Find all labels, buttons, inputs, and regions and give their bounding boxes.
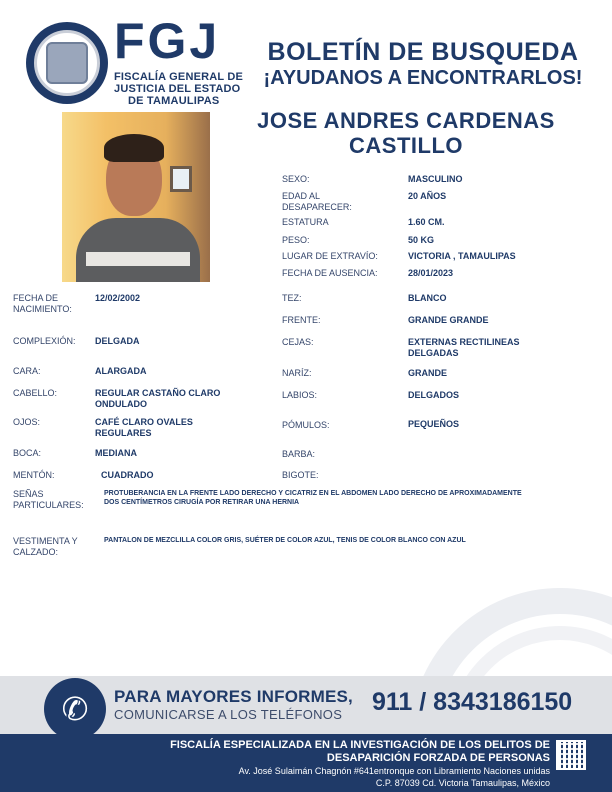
org-line-2: JUSTICIA DEL ESTADO	[114, 83, 241, 95]
feature-label-mouth: BOCA:	[13, 448, 42, 458]
feature-label-eyes: OJOS:	[13, 417, 41, 427]
marks-label: SEÑAS PARTICULARES:	[13, 489, 84, 510]
detail-value-weight: 50 KG	[408, 235, 435, 245]
feature-value-lips: DELGADOS	[408, 390, 460, 400]
photo-body	[76, 218, 200, 282]
footer-address-line1: Av. José Sulaimán Chagnón #641entronque con Libramiento Naciones unidas	[238, 766, 550, 776]
clothing-label: VESTIMENTA Y CALZADO:	[13, 536, 78, 557]
footer-agency-line1: FISCALÍA ESPECIALIZADA EN LA INVESTIGACIÓN DE LOS DELITOS DE	[170, 739, 550, 751]
feature-label-face: CARA:	[13, 366, 41, 376]
feature-label-chin: MENTÓN:	[13, 470, 55, 480]
qr-code-pattern	[558, 742, 584, 768]
feature-label-beard: BARBA:	[282, 449, 316, 459]
person-name	[220, 108, 592, 159]
feature-value-chin: CUADRADO	[101, 470, 154, 480]
org-short-name: FGJ	[114, 13, 221, 69]
detail-label-height: ESTATURA	[282, 217, 329, 227]
feature-value-birthdate: 12/02/2002	[95, 293, 141, 303]
contact-heading: PARA MAYORES INFORMES,	[114, 687, 353, 706]
detail-label-age: EDAD AL DESAPARECER:	[282, 191, 352, 212]
state-seal-core	[46, 42, 88, 84]
photo-shirt-stripe	[86, 252, 190, 266]
person-photo	[62, 112, 210, 282]
feature-label-hair: CABELLO:	[13, 388, 58, 398]
photo-hair	[104, 134, 164, 162]
detail-value-age: 20 AÑOS	[408, 191, 447, 201]
bulletin-title: BOLETÍN DE BUSQUEDA	[267, 38, 579, 66]
feature-label-lips: LABIOS:	[282, 390, 318, 400]
contact-note: COMUNICARSE A LOS TELÉFONOS	[114, 707, 343, 722]
feature-label-eyebrows: CEJAS:	[282, 337, 314, 347]
feature-value-hair: REGULAR CASTAÑO CLARO ONDULADO	[95, 388, 221, 409]
org-line-3: DE TAMAULIPAS	[128, 95, 220, 107]
feature-value-forehead: GRANDE GRANDE	[408, 315, 489, 325]
person-name-line1: JOSE ANDRES CARDENAS	[257, 108, 555, 133]
feature-label-birthdate: FECHA DE NACIMIENTO:	[13, 293, 72, 314]
clothing-value: PANTALON DE MEZCLILLA COLOR GRIS, SUÉTER DE COLOR AZUL, TENIS DE COLOR BLANCO CON AZUL	[104, 537, 466, 544]
feature-value-cheekbones: PEQUEÑOS	[408, 419, 460, 429]
org-line-1: FISCALÍA GENERAL DE	[114, 71, 244, 83]
detail-value-height: 1.60 CM.	[408, 217, 445, 227]
detail-label-weight: PESO:	[282, 235, 310, 245]
feature-value-build: DELGADA	[95, 336, 140, 346]
detail-label-absence-date: FECHA DE AUSENCIA:	[282, 268, 378, 278]
feature-value-eyes: CAFÉ CLARO OVALES REGULARES	[95, 417, 193, 438]
feature-value-nose: GRANDE	[408, 368, 448, 378]
feature-label-forehead: FRENTE:	[282, 315, 321, 325]
feature-label-build: COMPLEXIÓN:	[13, 336, 76, 346]
phone-icon: ✆	[61, 690, 89, 728]
detail-label-place: LUGAR DE EXTRAVÍO:	[282, 251, 378, 261]
detail-value-absence-date: 28/01/2023	[408, 268, 454, 278]
detail-value-place: VICTORIA , TAMAULIPAS	[408, 251, 516, 261]
feature-label-complexion: TEZ:	[282, 293, 302, 303]
footer-address-line2: C.P. 87039 Cd. Victoria Tamaulipas, México	[375, 778, 550, 788]
feature-value-eyebrows: EXTERNAS RECTILINEAS DELGADAS	[408, 337, 520, 358]
feature-value-face: ALARGADA	[95, 366, 147, 376]
contact-phone-numbers[interactable]: 911 / 8343186150	[372, 688, 573, 716]
feature-value-mouth: MEDIANA	[95, 448, 137, 458]
feature-value-complexion: BLANCO	[408, 293, 447, 303]
footer-agency-line2: DESAPARICIÓN FORZADA DE PERSONAS	[326, 752, 550, 764]
feature-label-moustache: BIGOTE:	[282, 470, 319, 480]
photo-window	[170, 166, 192, 192]
person-name-line2: CASTILLO	[349, 133, 463, 159]
feature-label-cheekbones: PÓMULOS:	[282, 420, 330, 430]
feature-label-nose: NARÍZ:	[282, 368, 312, 378]
detail-label-sex: SEXO:	[282, 174, 310, 184]
marks-value: PROTUBERANCIA EN LA FRENTE LADO DERECHO Y CICATRIZ EN EL ABDOMEN LADO DERECHO DE APROXIMADAMENTE DOS CENTÍMETROS CIRUGÍA POR RETIRAR UNA HERNIA	[104, 490, 522, 507]
bulletin-subtitle: ¡AYUDANOS A ENCONTRARLOS!	[263, 67, 583, 89]
detail-value-sex: MASCULINO	[408, 174, 463, 184]
